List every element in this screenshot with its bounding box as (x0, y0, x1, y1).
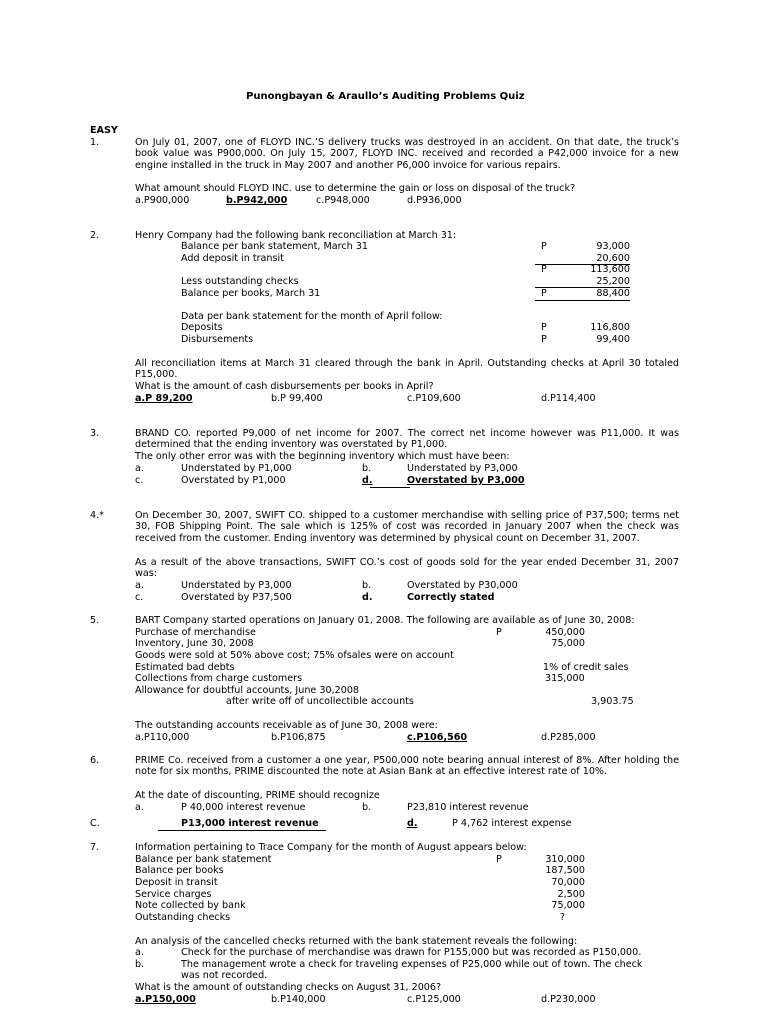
answer-underline (158, 830, 326, 831)
q2-data-amount: 99,400 (596, 334, 630, 345)
total-rule (535, 300, 630, 301)
q7-option-c: c.P125,000 (407, 994, 461, 1005)
q2-text: All reconciliation items at March 31 cleared through the bank in April. Outstanding checks at April 30 totaled P15,000. (135, 358, 679, 381)
q3-option-c: Overstated by P1,000 (181, 475, 286, 486)
q2-row-label: Less outstanding checks (181, 276, 299, 287)
q2-number: 2. (90, 230, 100, 241)
q5-line: Purchase of merchandise (135, 627, 256, 638)
q2-row-amount: 93,000 (596, 241, 630, 252)
q5-question: The outstanding accounts receivable as of June 30, 2008 were: (135, 720, 438, 731)
q4-option-a-letter: a. (135, 580, 144, 591)
q5-line: Collections from charge customers (135, 673, 303, 684)
q7-option-b: b.P140,000 (271, 994, 326, 1005)
q6-option-b: P23,810 interest revenue (407, 802, 529, 813)
q6-option-d-letter: d. (407, 818, 418, 829)
q2-option-d: d.P114,400 (541, 393, 596, 404)
q7-row-currency: P (496, 854, 502, 865)
q5-line: Inventory, June 30, 2008 (135, 638, 254, 649)
q2-option-c: c.P109,600 (407, 393, 461, 404)
q3-option-a-letter: a. (135, 463, 144, 474)
q7-row-amount: ? (559, 912, 565, 923)
q7-row-amount: 75,000 (551, 900, 585, 911)
q7-intro: Information pertaining to Trace Company for the month of August appears below: (135, 842, 527, 853)
q1-option-a: a.P900,000 (135, 195, 190, 206)
q7-row-label: Note collected by bank (135, 900, 246, 911)
q3-option-a: Understated by P1,000 (181, 463, 292, 474)
q2-data-currency: P (541, 322, 547, 333)
q7-item-b: The management wrote a check for traveling expenses of P25,000 while out of town. The check (181, 959, 643, 970)
q7-number: 7. (90, 842, 100, 853)
q5-option-b: b.P106,875 (271, 732, 326, 743)
q2-question: What is the amount of cash disbursements per books in April? (135, 381, 434, 392)
q5-intro: BART Company started operations on January 01, 2008. The following are available as of June 30, 2008: (135, 615, 635, 626)
q2-option-a: a.P 89,200 (135, 393, 193, 404)
q2-row-amount: 20,600 (596, 253, 630, 264)
q4-option-a: Understated by P3,000 (181, 580, 292, 591)
q4-number: 4.* (90, 510, 104, 521)
q7-row-label: Outstanding checks (135, 912, 231, 923)
q1-option-d: d.P936,000 (407, 195, 462, 206)
q3-number: 3. (90, 428, 100, 439)
q3-option-d: Overstated by P3,000 (407, 475, 525, 486)
q6-number: 6. (90, 755, 100, 766)
q1-option-c: c.P948,000 (316, 195, 370, 206)
q7-item-b-cont: was not recorded. (181, 970, 268, 981)
q2-intro: Henry Company had the following bank reconciliation at March 31: (135, 230, 457, 241)
q5-value: 75,000 (551, 638, 585, 649)
q2-data-amount: 116,800 (590, 322, 630, 333)
q7-row-amount: 310,000 (545, 854, 585, 865)
q3-text: BRAND CO. reported P9,000 of net income for 2007. The correct net income however was P11,000. It was determined that the ending inventory was overstated by P1,000. (135, 428, 679, 451)
q4-option-c: Overstated by P37,500 (181, 592, 292, 603)
q4-text: On December 30, 2007, SWIFT CO. shipped to a customer merchandise with selling price of P37,500; terms net 30, FOB Shipping Point. The sale which is 125% of cost was recorded in January 2007 when the check was received from the customer. Ending inventory was determined by physical count on December 31, 2007. (135, 510, 679, 544)
q6-option-c-letter: C. (90, 818, 100, 829)
section-heading: EASY (90, 125, 118, 136)
q7-option-d: d.P230,000 (541, 994, 596, 1005)
q6-question: At the date of discounting, PRIME should recognize (135, 790, 380, 801)
q2-data-intro: Data per bank statement for the month of April follow: (181, 311, 443, 322)
q1-option-b: b.P942,000 (226, 195, 288, 206)
q3-option-d-letter: d. (362, 475, 373, 486)
q7-row-amount: 187,500 (545, 865, 585, 876)
q5-line: after write off of uncollectible accounts (226, 696, 414, 707)
q1-text: On July 01, 2007, one of FLOYD INC.’S delivery trucks was destroyed in an accident. On that date, the truck’s book value was P900,000. On July 15, 2007, FLOYD INC. received and recorded a P42,000 invoice for a new engine installed in the truck in May 2007 and another P6,000 invoice for various repairs. (135, 137, 679, 171)
q7-option-a: a.P150,000 (135, 994, 196, 1005)
q1-question: What amount should FLOYD INC. use to determine the gain or loss on disposal of the truck? (135, 183, 576, 194)
page-title: Punongbayan & Araullo’s Auditing Problems Quiz (246, 91, 525, 102)
q7-item-a: Check for the purchase of merchandise was drawn for P155,000 but was recorded as P150,000. (181, 947, 642, 958)
q2-row-label: Add deposit in transit (181, 253, 284, 264)
q3-option-c-letter: c. (135, 475, 144, 486)
q3-option-b: Understated by P3,000 (407, 463, 518, 474)
q5-option-d: d.P285,000 (541, 732, 596, 743)
q6-option-a: P 40,000 interest revenue (181, 802, 306, 813)
q6-text: PRIME Co. received from a customer a one year, P500,000 note bearing annual interest of 8%. After holding the note for six months, PRIME discounted the note at Asian Bank at an effective interest rate of 10%. (135, 755, 679, 778)
q4-option-b: Overstated by P30,000 (407, 580, 518, 591)
q6-option-b-letter: b. (362, 802, 372, 813)
q2-row-label: Balance per bank statement, March 31 (181, 241, 368, 252)
q7-row-label: Deposit in transit (135, 877, 218, 888)
q3-option-b-letter: b. (362, 463, 372, 474)
q3-question: The only other error was with the beginning inventory which must have been: (135, 451, 510, 462)
q2-row-amount: 88,400 (596, 288, 630, 299)
q7-row-label: Balance per books (135, 865, 224, 876)
q2-row-amount: 25,200 (596, 276, 630, 287)
q4-option-d: Correctly stated (407, 592, 495, 603)
q5-value: 3,903.75 (591, 696, 634, 707)
q2-row-currency: P (541, 264, 547, 275)
q4-option-b-letter: b. (362, 580, 372, 591)
q2-row-currency: P (541, 241, 547, 252)
q6-option-a-letter: a. (135, 802, 144, 813)
q6-option-c: P13,000 interest revenue (181, 818, 319, 829)
q5-line: Estimated bad debts (135, 662, 235, 673)
q6-option-d: P 4,762 interest expense (452, 818, 572, 829)
q7-row-amount: 70,000 (551, 877, 585, 888)
q5-number: 5. (90, 615, 100, 626)
answer-underline (370, 487, 410, 488)
q2-row-label: Balance per books, March 31 (181, 288, 321, 299)
q5-line: Allowance for doubtful accounts, June 30,2008 (135, 685, 360, 696)
q4-option-d-letter: d. (362, 592, 373, 603)
q5-option-c: c.P106,560 (407, 732, 468, 743)
q1-number: 1. (90, 137, 100, 148)
q7-row-label: Balance per bank statement (135, 854, 272, 865)
q7-analysis: An analysis of the cancelled checks returned with the bank statement reveals the following: (135, 936, 578, 947)
q7-question: What is the amount of outstanding checks on August 31, 2006? (135, 982, 442, 993)
q5-option-a: a.P110,000 (135, 732, 190, 743)
q2-row-amount: 113,600 (590, 264, 630, 275)
q2-option-b: b.P 99,400 (271, 393, 323, 404)
q5-value: 450,000 (545, 627, 585, 638)
q5-line: Goods were sold at 50% above cost; 75% ofsales were on account (135, 650, 454, 661)
q5-value: 315,000 (545, 673, 585, 684)
q7-row-label: Service charges (135, 889, 212, 900)
q2-data-label: Deposits (181, 322, 223, 333)
q4-option-c-letter: c. (135, 592, 144, 603)
q2-row-currency: P (541, 288, 547, 299)
q2-data-label: Disbursements (181, 334, 254, 345)
q5-value: 1% of credit sales (543, 662, 629, 673)
q4-question: As a result of the above transactions, SWIFT CO.’s cost of goods sold for the year ended December 31, 2007 was: (135, 557, 679, 580)
q5-currency: P (496, 627, 502, 638)
q7-item-a-letter: a. (135, 947, 144, 958)
q2-data-currency: P (541, 334, 547, 345)
q7-row-amount: 2,500 (557, 889, 585, 900)
q7-item-b-letter: b. (135, 959, 145, 970)
